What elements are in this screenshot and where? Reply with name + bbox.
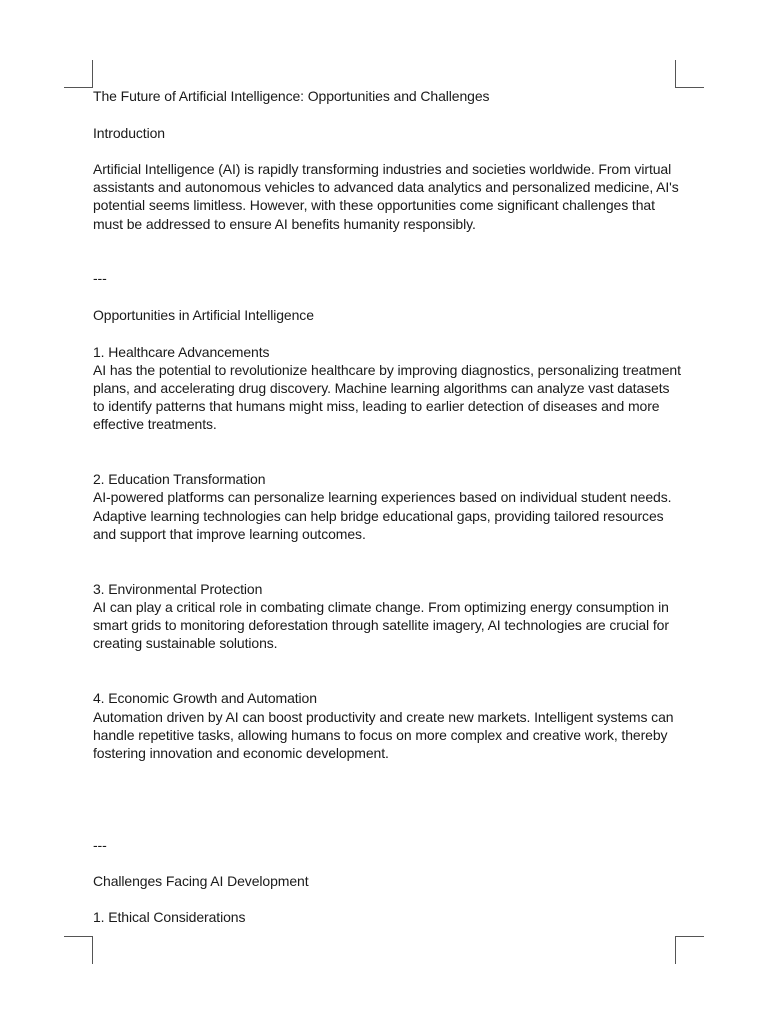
section-heading-opportunities: Opportunities in Artificial Intelligence	[93, 307, 314, 323]
paragraph-line: Automation driven by AI can boost productivity and create new markets. Intelligent systems can	[93, 709, 674, 725]
paragraph-line: AI has the potential to revolutionize healthcare by improving diagnostics, personalizing treatment	[93, 362, 681, 378]
paragraph-line: must be addressed to ensure AI benefits humanity responsibly.	[93, 216, 476, 232]
subsection-heading: 1. Ethical Considerations	[93, 909, 246, 925]
subsection-heading: 3. Environmental Protection	[93, 581, 263, 597]
paragraph-line: potential seems limitless. However, with these opportunities come significant challenges that	[93, 197, 655, 213]
crop-mark-top-right-horizontal	[675, 87, 704, 88]
paragraph-line: AI can play a critical role in combating climate change. From optimizing energy consumption in	[93, 599, 669, 615]
crop-mark-bottom-left-vertical	[92, 936, 93, 964]
crop-mark-top-left-horizontal	[64, 87, 93, 88]
crop-mark-top-right-vertical	[675, 60, 676, 88]
paragraph-line: effective treatments.	[93, 416, 217, 432]
paragraph-line: creating sustainable solutions.	[93, 635, 278, 651]
section-separator: ---	[93, 270, 107, 286]
crop-mark-bottom-right-horizontal	[675, 936, 704, 937]
subsection-heading: 2. Education Transformation	[93, 471, 266, 487]
document-title: The Future of Artificial Intelligence: Opportunities and Challenges	[93, 88, 490, 104]
crop-mark-bottom-left-horizontal	[64, 936, 93, 937]
paragraph-line: Adaptive learning technologies can help bridge educational gaps, providing tailored resources	[93, 508, 664, 524]
paragraph-line: handle repetitive tasks, allowing humans to focus on more complex and creative work, thereby	[93, 727, 668, 743]
crop-mark-bottom-right-vertical	[675, 936, 676, 964]
crop-mark-top-left-vertical	[92, 60, 93, 88]
paragraph-line: to identify patterns that humans might miss, leading to earlier detection of diseases and more	[93, 398, 660, 414]
paragraph-line: fostering innovation and economic development.	[93, 745, 389, 761]
paragraph-line: plans, and accelerating drug discovery. Machine learning algorithms can analyze vast datasets	[93, 380, 670, 396]
subsection-heading: 1. Healthcare Advancements	[93, 344, 270, 360]
paragraph-line: Artificial Intelligence (AI) is rapidly transforming industries and societies worldwide. From virtual	[93, 161, 672, 177]
section-heading-introduction: Introduction	[93, 125, 165, 141]
subsection-heading: 4. Economic Growth and Automation	[93, 690, 317, 706]
paragraph-line: assistants and autonomous vehicles to advanced data analytics and personalized medicine, AI's	[93, 179, 679, 195]
section-separator: ---	[93, 837, 107, 853]
section-heading-challenges: Challenges Facing AI Development	[93, 873, 309, 889]
paragraph-line: and support that improve learning outcomes.	[93, 526, 366, 542]
paragraph-line: AI-powered platforms can personalize learning experiences based on individual student needs.	[93, 489, 672, 505]
paragraph-line: smart grids to monitoring deforestation through satellite imagery, AI technologies are crucial for	[93, 617, 669, 633]
